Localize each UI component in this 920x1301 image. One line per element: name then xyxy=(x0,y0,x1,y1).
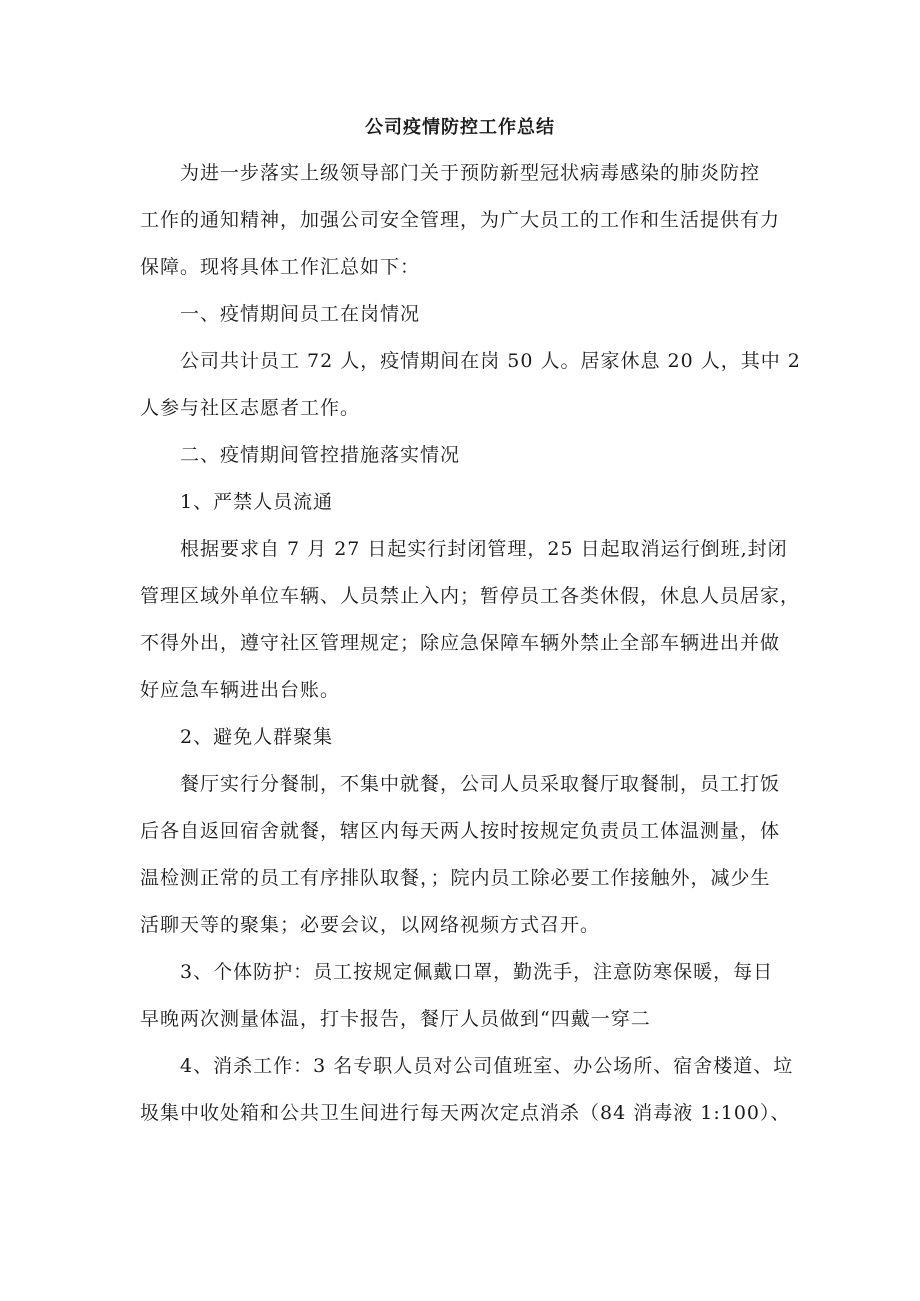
subsection-heading: 2、避免人群聚集 xyxy=(180,726,334,748)
text-line: 早晚两次测量体温，打卡报告，餐厅人员做到“四戴一穿二 xyxy=(140,1008,651,1030)
document-title: 公司疫情防控工作总结 xyxy=(365,117,555,138)
text-line: 公司共计员工 72 人，疫情期间在岗 50 人。居家休息 20 人，其中 2 xyxy=(180,350,801,372)
text-line: 4、消杀工作：3 名专职人员对公司值班室、办公场所、宿舍楼道、垃 xyxy=(180,1055,794,1077)
section-heading: 二、疫情期间管控措施落实情况 xyxy=(180,444,461,466)
text-line: 后各自返回宿舍就餐，辖区内每天两人按时按规定负责员工体温测量，体 xyxy=(140,820,781,842)
text-line: 人参与社区志愿者工作。 xyxy=(140,397,361,419)
text-line: 不得外出，遵守社区管理规定；除应急保障车辆外禁止全部车辆进出并做 xyxy=(140,632,781,654)
document-body xyxy=(140,150,801,1137)
text-line: 保障。现将具体工作汇总如下： xyxy=(140,256,421,278)
section-heading: 一、疫情期间员工在岗情况 xyxy=(180,303,421,325)
text-line: 好应急车辆进出台账。 xyxy=(140,679,341,701)
subsection-heading: 1、严禁人员流通 xyxy=(180,491,334,513)
text-line: 3、个体防护：员工按规定佩戴口罩，勤洗手，注意防寒保暖，每日 xyxy=(180,961,774,983)
text-line: 温检测正常的员工有序排队取餐，；院内员工除必要工作接触外，减少生 xyxy=(140,867,771,889)
text-line: 为进一步落实上级领导部门关于预防新型冠状病毒感染的肺炎防控 xyxy=(180,162,761,184)
text-line: 餐厅实行分餐制，不集中就餐，公司人员采取餐厅取餐制，员工打饭 xyxy=(180,773,781,795)
text-line: 活聊天等的聚集；必要会议，以网络视频方式召开。 xyxy=(140,914,601,936)
text-line: 根据要求自 7 月 27 日起实行封闭管理，25 日起取消运行倒班,封闭 xyxy=(180,538,788,560)
text-line: 工作的通知精神，加强公司安全管理，为广大员工的工作和生活提供有力 xyxy=(140,209,781,231)
text-line: 圾集中收处箱和公共卫生间进行每天两次定点消杀（84 消毒液 1:100）、 xyxy=(140,1102,791,1124)
text-line: 管理区域外单位车辆、人员禁止入内；暂停员工各类休假，休息人员居家， xyxy=(140,585,801,607)
